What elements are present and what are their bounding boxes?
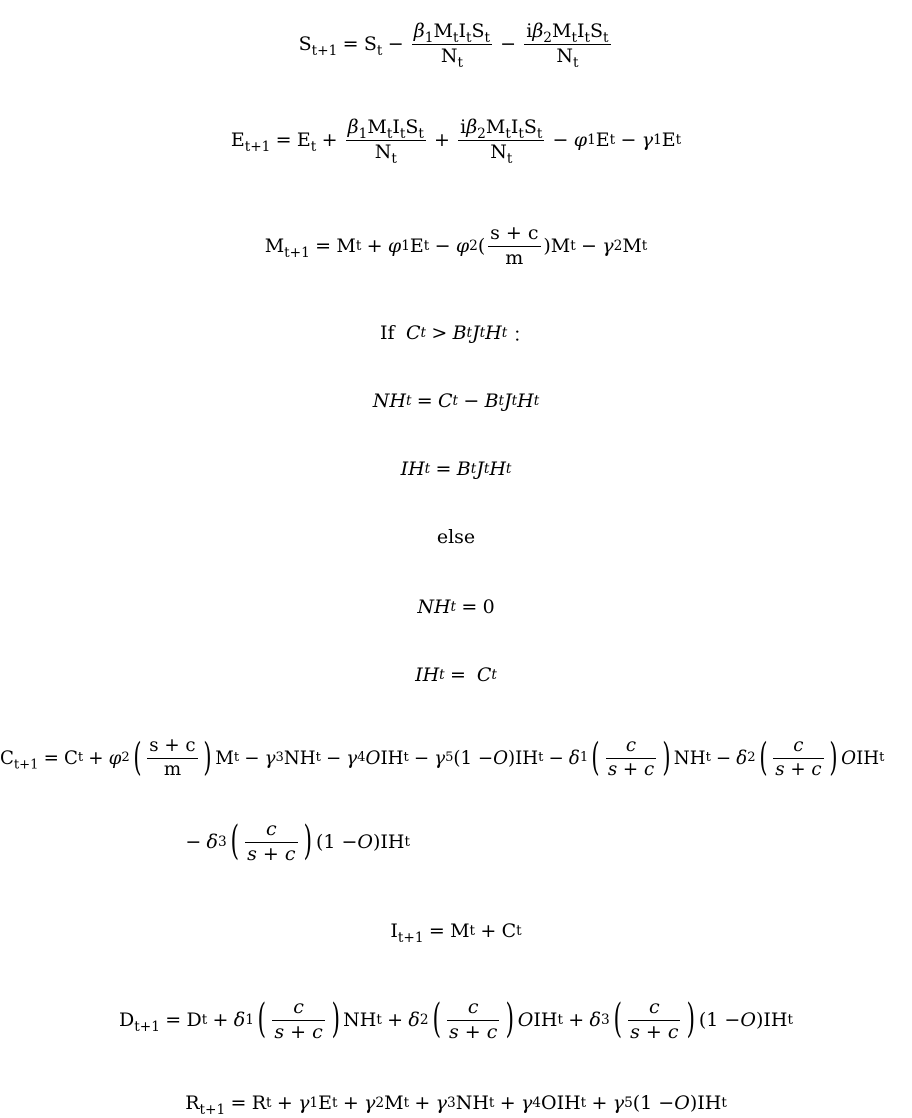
equation-i-update: $I_{t+1}$ = M t + C t [390,920,522,946]
fraction: $\frac{c}{s + c}$ [607,734,655,780]
equation-nh-else: NH t = 0 [417,596,495,618]
fraction: $\frac{\beta_1M_tI_tS_t}{N_t}$ [347,115,424,167]
equation-s-update: $S_{t+1}$ = $S_t$ − $\frac{\beta_1M_tI_tS_t}{N_t}$ − $\frac{i\beta_2M_tI_tS_t}{N_t}$ [298,19,609,71]
equation-d-update: $D_{t+1}$ = D t + δ 1 ( $\frac{c}{s + c}$ ) NH t + δ 2 ( $\frac{c}{s + c}$ ) O IH t + δ 3 ( $\frac{c}{s + c}$ ) (1 − O )IH t [119,995,793,1043]
fraction: $\frac{s + c}{m}$ [149,734,196,780]
equation-c-update: $C_{t+1}$ = C t + φ 2 ( $\frac{s + c}{m}$ ) M t − γ 3 NH t − γ 4 O IH t − γ 5 (1 − O )IH t − δ 1 ( $\frac{c}{s + c}$ ) NH t − δ 2 ( $\frac{c}{s + c}$ ) O IH t [0,734,885,780]
equation-r-update: $R_{t+1}$ = R t + γ 1 E t + γ 2 M t + γ 3 NH t + γ 4 OIH t + γ 5 (1 − O )IH t [185,1092,727,1118]
fraction: $\frac{c}{s + c}$ [274,995,323,1043]
equation-m-update: $M_{t+1}$ = M t + φ 1 E t − φ 2 ( $\frac{s + c}{m}$ )M t − γ 2 M t [264,221,648,269]
fraction: $\frac{c}{s + c}$ [775,734,822,780]
equation-nh-if: NH t = C t − B t J t H t [372,390,540,412]
condition-else: else [436,526,476,548]
fraction: $\frac{c}{s + c}$ [630,995,679,1043]
fraction: $\frac{c}{s + c}$ [448,995,498,1043]
equation-c-update-continued: − δ 3 ( $\frac{c}{s + c}$ ) (1 − O )IH t [185,817,410,865]
equation-e-update: $E_{t+1}$ = $E_t$ + $\frac{\beta_1M_tI_tS_t}{N_t}$ + $\frac{i\beta_2M_tI_tS_t}{N_t}$ − φ 1 E t − γ 1 E t [230,115,682,167]
condition-if: If C t > B t J t H t ： [380,322,532,346]
fraction: $\frac{i\beta_2M_tI_tS_t}{N_t}$ [526,19,609,71]
fraction: $\frac{c}{s + c}$ [247,817,296,865]
equation-ih-else: IH t = C t [415,664,497,686]
fraction: $\frac{s + c}{m}$ [490,221,539,269]
equation-ih-if: IH t = B t J t H t [400,458,512,480]
fraction: $\frac{\beta_1M_tI_tS_t}{N_t}$ [413,19,490,71]
fraction: $\frac{i\beta_2M_tI_tS_t}{N_t}$ [460,115,543,167]
